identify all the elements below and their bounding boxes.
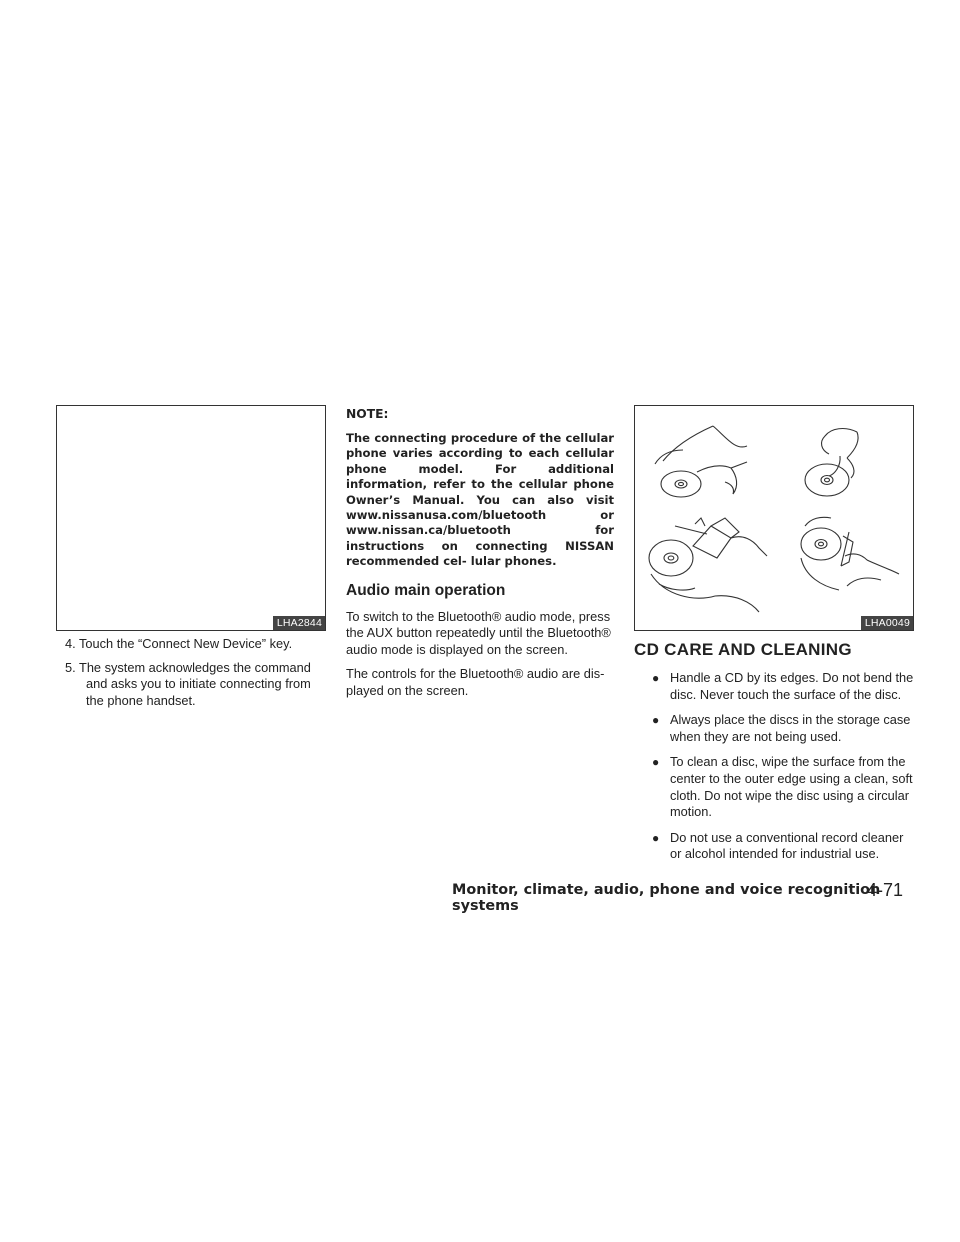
figure-lha2844 — [56, 405, 326, 631]
list-item: ● Handle a CD by its edges. Do not bend the disc. Never touch the surface of the disc. — [652, 670, 914, 702]
cd-disc-icon — [801, 528, 841, 560]
page-footer — [452, 880, 922, 914]
cd-disc-icon — [661, 471, 701, 497]
step-4: 4. Touch the “Connect New Device” key. — [65, 636, 293, 651]
page-number: 4-71 — [867, 880, 904, 900]
note-body: The connecting procedure of the cellular phone varies according to each cellular phone model. For additional information, refer to the cellular phone Owner’s Manual. You can also visit www.nissanusa.com/bluetooth or www.nissan.ca/bluetooth for instructions on connecting NISSAN recommended cel- lular phones. — [346, 431, 614, 569]
figure-label: LHA0049 — [861, 616, 913, 630]
note-title: NOTE: — [346, 407, 389, 421]
cd-disc-icon — [649, 540, 693, 576]
audio-main-operation-heading: Audio main operation — [346, 581, 506, 599]
list-item: ● Always place the discs in the storage case when they are not being used. — [652, 712, 911, 744]
step-5: 5. The system acknowledges the command and asks you to initiate connecting from the phone handset. — [65, 659, 311, 708]
right-column — [634, 405, 914, 872]
cd-care-list — [634, 670, 914, 863]
bullet-icon: ● — [652, 830, 660, 845]
list-item: ● Do not use a conventional record cleaner or alcohol intended for industrial use. — [652, 829, 904, 862]
footer-section-title: Monitor, climate, audio, phone and voice recognition systems — [452, 882, 881, 914]
figure-label: LHA2844 — [273, 616, 325, 630]
middle-column — [346, 405, 614, 708]
cd-handling-illustration — [635, 406, 913, 630]
bullet-icon: ● — [652, 755, 660, 770]
bullet-icon: ● — [652, 713, 660, 728]
left-column — [56, 405, 326, 716]
paragraph-audio-mode: To switch to the Bluetooth® audio mode, press the AUX button repeatedly until the Bluetooth® audio mode is displayed on the screen. — [346, 608, 611, 657]
list-item: ● To clean a disc, wipe the surface from the center to the outer edge using a clean, soft cloth. Do not wipe the disc using a circular motion. — [652, 754, 913, 820]
cd-care-heading: CD CARE AND CLEANING — [634, 640, 852, 659]
paragraph-controls: The controls for the Bluetooth® audio are dis- played on the screen. — [346, 666, 605, 699]
figure-lha0049-cd-handling — [634, 405, 914, 631]
bullet-icon: ● — [652, 671, 660, 685]
cd-disc-icon — [805, 464, 849, 496]
